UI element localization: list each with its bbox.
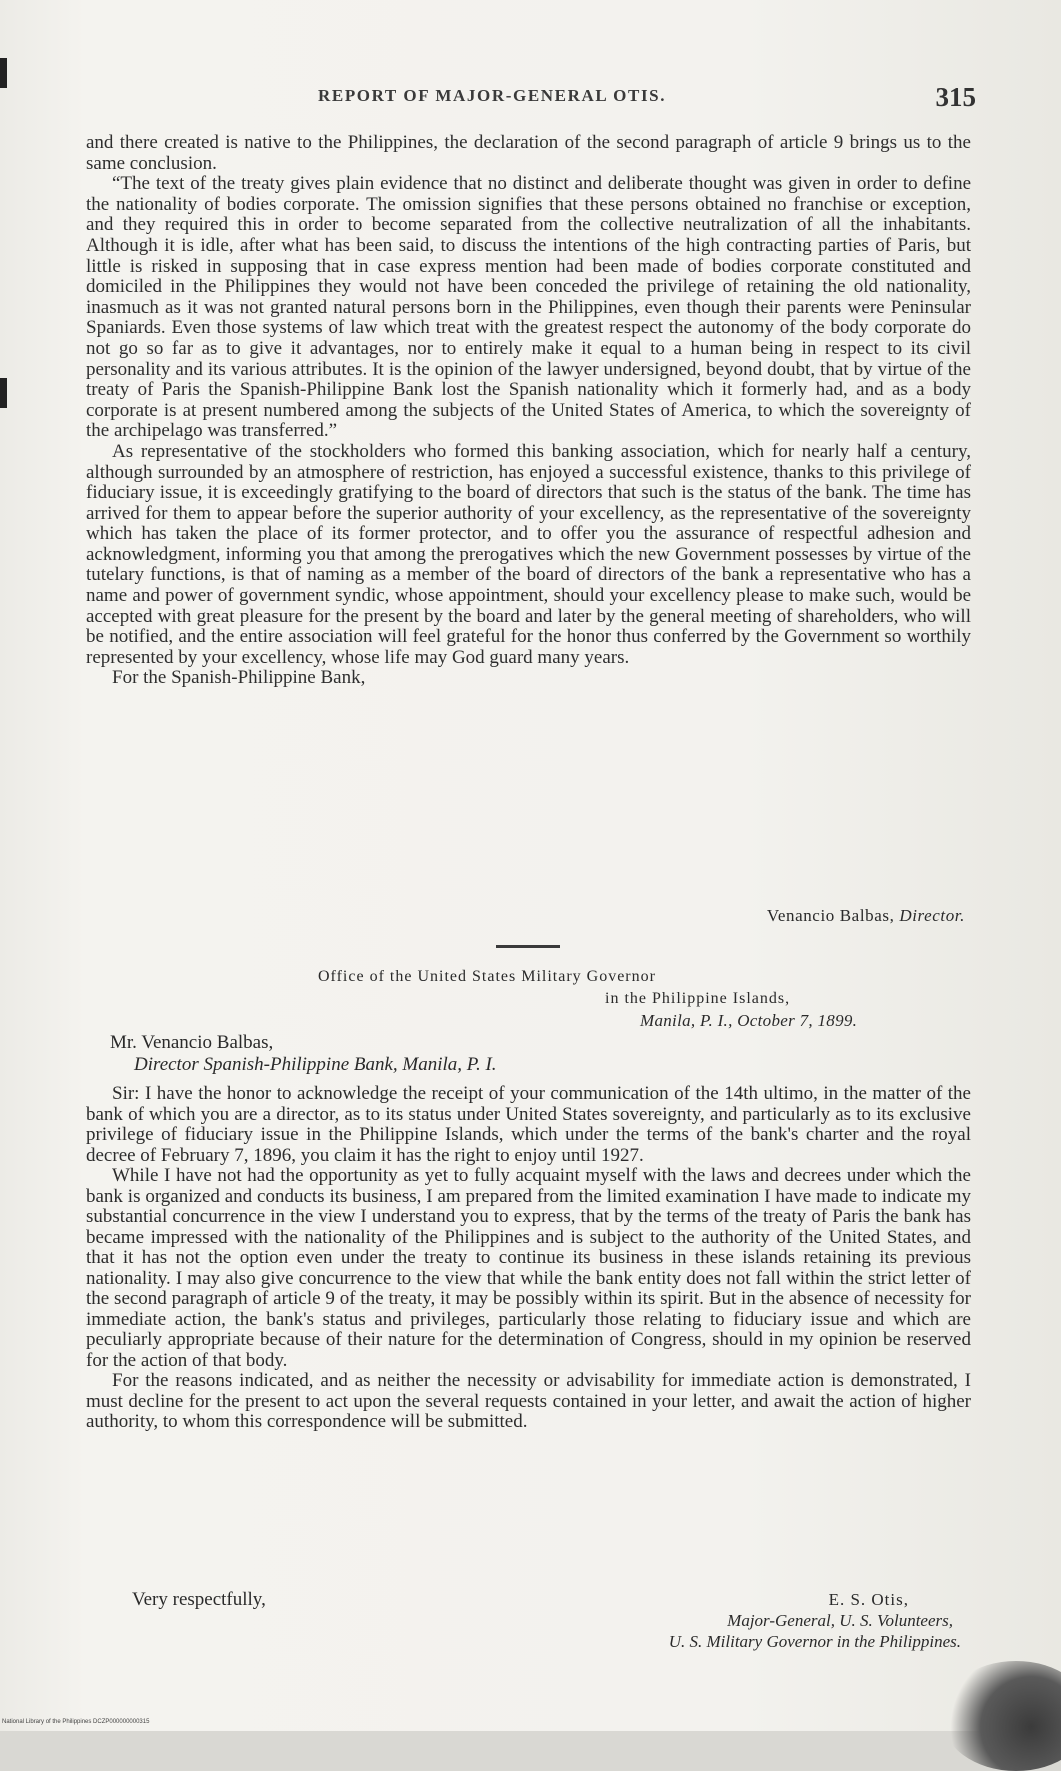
signer-name: E. S. Otis,	[828, 1590, 909, 1609]
letter-body	[86, 1084, 971, 1433]
body-text	[86, 133, 971, 689]
addressee-line-2: Director Spanish-Philippine Bank, Manila, P. I.	[134, 1054, 497, 1075]
signer-rank: Major-General, U. S. Volunteers,	[727, 1611, 953, 1630]
footer-caption: National Library of the Philippines DCZP000000000315	[2, 1719, 150, 1725]
body-paragraph: As representative of the stockholders who formed this banking association, which for nearly half a century, although surrounded by an atmosphere of restriction, has enjoyed a successful existence, thanks to this privilege of fiduciary issue, it is exceedingly gratifying to the board of directors that such is the status of the bank. The time has arrived for them to appear before the superior authority of your excellency, as the representative of the sovereignty which has taken the place of its former protector, and to offer you the assurance of respectful adhesion and acknowledgment, informing you that among the prerogatives which the new Government possesses by virtue of the tutelary functions, is that of naming as a member of the board of directors of the bank a representative who has a name and power of government syndic, whose appointment, should your excellency please to make such, would be accepted with great pleasure for the present by the board and later by the general meeting of shareholders, who will be notified, and the entire association will feel grateful for the honor thus conferred by the Government so worthily represented by your excellency, whose life may God guard many years.	[86, 440, 971, 668]
office-heading	[318, 966, 938, 1032]
letter-paragraph: While I have not had the opportunity as yet to fully acquaint myself with the laws and decrees under which the bank is organized and conducts its business, I am prepared from the limited examination I have made to indicate my substantial concurrence in the view I understand you to express, that by the terms of the treaty of Paris the bank has became impressed with the nationality of the Philippines and is subject to the authority of the United States, and that it has not the option even under the treaty to continue its business in these islands retaining its previous nationality. I may also give concurrence to the view that while the bank entity does not fall within the strict letter of the second paragraph of article 9 of the treaty, it may be possibly within its spirit. But in the absence of necessity for immediate action, the bank's status and privileges, particularly those relating to fiduciary issue and which are peculiarly appropriate because of their nature for the determination of Congress, should in my opinion be reserved for the action of that body.	[86, 1165, 971, 1371]
binding-mark	[0, 378, 7, 408]
signature-name: Venancio Balbas,	[766, 906, 895, 925]
page-header	[318, 82, 976, 112]
letter-paragraph: For the reasons indicated, and as neither the necessity or advisability for immediate action is demonstrated, I must decline for the present to act upon the several requests contained in your letter, and await the action of higher authority, to whom this correspondence will be submitted.	[86, 1370, 971, 1432]
addressee	[110, 1032, 970, 1076]
signature-title: Director.	[899, 906, 965, 925]
letter-paragraph: Sir: I have the honor to acknowledge the receipt of your communication of the 14th ultimo, in the matter of the bank of which you are a director, as to its status under United States sovereignty, and particularly as to its exclusive privilege of fiduciary issue in the Philippine Islands, which under the terms of the bank's charter and the royal decree of February 7, 1896, you claim it has the right to enjoy until 1927.	[86, 1083, 971, 1166]
body-paragraph: For the Spanish-Philippine Bank,	[112, 667, 366, 689]
running-head: REPORT OF MAJOR-GENERAL OTIS.	[318, 86, 667, 105]
otis-signature	[481, 1589, 961, 1652]
binding-mark	[0, 58, 7, 88]
director-signature	[767, 906, 965, 926]
scan-corner-shadow	[941, 1661, 1061, 1771]
body-paragraph: “The text of the treaty gives plain evidence that no distinct and deliberate thought was given in order to define the nationality of bodies corporate. The omission signifies that these persons obtained no franchise or exception, and they required this in order to become separated from the collective neutralization of all the inhabitants. Although it is idle, after what has been said, to discuss the intentions of the high contracting parties of Paris, but little is risked in supposing that in case express mention had been made of bodies corporate constituted and domiciled in the Philippines they would not have been conceded the privilege of retaining the old nationality, inasmuch as it was not granted natural persons born in the Philippines, even though their parents were Peninsular Spaniards. Even those systems of law which treat with the greatest respect the autonomy of the body corporate do not go so far as to give it advantages, nor to entirely make it equal to a human being in respect to its civil personality and its various attributes. It is the opinion of the lawyer undersigned, beyond doubt, that by virtue of the treaty of Paris the Spanish-Philippine Bank lost the Spanish nationality which it formerly had, and as a body corporate is at present numbered among the subjects of the United States of America, to which the sovereignty of the archipelago was transferred.”	[86, 173, 971, 442]
addressee-line-1: Mr. Venancio Balbas,	[110, 1032, 274, 1053]
office-line-2: in the Philippine Islands,	[605, 990, 791, 1007]
body-paragraph: and there created is native to the Philippines, the declaration of the second paragraph of article 9 brings us to the same conclusion.	[86, 132, 971, 174]
signer-office: U. S. Military Governor in the Philippines.	[668, 1632, 961, 1651]
letter-closing: Very respectfully,	[132, 1589, 266, 1610]
office-dateline: Manila, P. I., October 7, 1899.	[640, 1011, 858, 1030]
office-line-1: Office of the United States Military Governor	[318, 968, 656, 985]
section-divider	[496, 945, 560, 948]
page-number: 315	[935, 82, 976, 112]
